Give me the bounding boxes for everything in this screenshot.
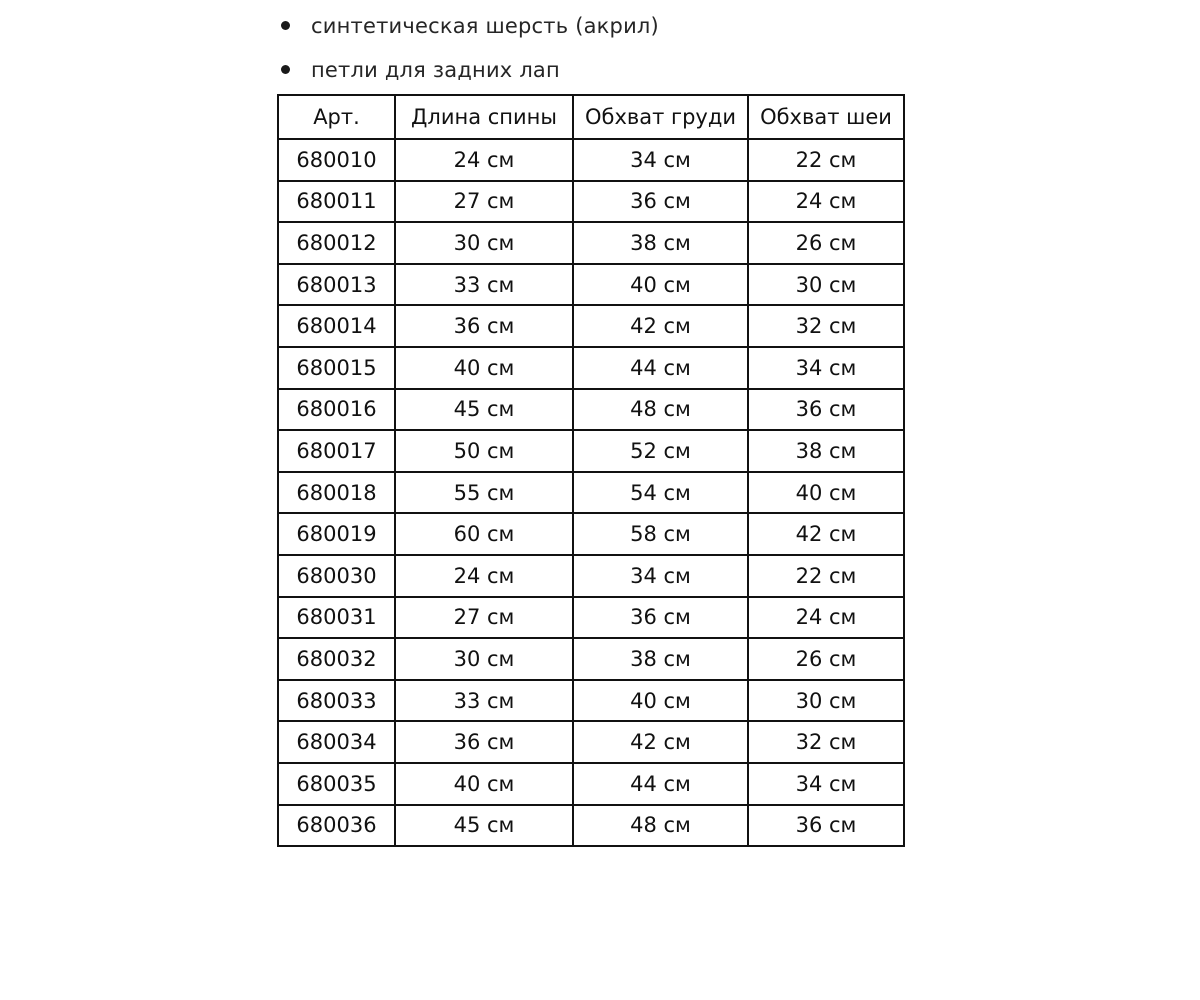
cell-chest-girth: 38 см [573,222,748,264]
cell-chest-girth: 48 см [573,805,748,847]
cell-back-length: 55 см [395,472,573,514]
cell-back-length: 36 см [395,721,573,763]
cell-article: 680034 [278,721,395,763]
cell-article: 680013 [278,264,395,306]
feature-item [278,6,659,50]
cell-chest-girth: 36 см [573,181,748,223]
cell-back-length: 45 см [395,389,573,431]
cell-neck-girth: 22 см [748,555,904,597]
cell-back-length: 27 см [395,597,573,639]
table-row [278,680,904,722]
cell-chest-girth: 44 см [573,763,748,805]
cell-back-length: 60 см [395,513,573,555]
cell-back-length: 24 см [395,139,573,181]
feature-list [278,6,659,94]
table-row [278,805,904,847]
cell-back-length: 24 см [395,555,573,597]
cell-chest-girth: 36 см [573,597,748,639]
cell-article: 680032 [278,638,395,680]
cell-neck-girth: 24 см [748,597,904,639]
cell-back-length: 27 см [395,181,573,223]
cell-article: 680015 [278,347,395,389]
cell-neck-girth: 36 см [748,389,904,431]
table-row [278,597,904,639]
cell-back-length: 36 см [395,305,573,347]
table-row [278,389,904,431]
cell-chest-girth: 42 см [573,721,748,763]
header-neck-girth: Обхват шеи [748,95,904,139]
cell-article: 680035 [278,763,395,805]
cell-back-length: 40 см [395,763,573,805]
feature-item [278,50,659,94]
header-back-length: Длина спины [395,95,573,139]
header-article: Арт. [278,95,395,139]
cell-article: 680033 [278,680,395,722]
cell-neck-girth: 36 см [748,805,904,847]
table-row [278,638,904,680]
cell-article: 680012 [278,222,395,264]
cell-back-length: 33 см [395,680,573,722]
cell-neck-girth: 30 см [748,264,904,306]
cell-neck-girth: 24 см [748,181,904,223]
cell-neck-girth: 34 см [748,763,904,805]
table-row [278,430,904,472]
cell-back-length: 30 см [395,638,573,680]
table-row [278,347,904,389]
bullet-icon [281,65,290,74]
table-row [278,264,904,306]
cell-chest-girth: 48 см [573,389,748,431]
table-row [278,139,904,181]
cell-chest-girth: 34 см [573,555,748,597]
cell-article: 680017 [278,430,395,472]
cell-neck-girth: 38 см [748,430,904,472]
cell-article: 680011 [278,181,395,223]
cell-chest-girth: 40 см [573,680,748,722]
feature-text: синтетическая шерсть (акрил) [311,14,659,38]
cell-back-length: 30 см [395,222,573,264]
table-row [278,305,904,347]
table-row [278,222,904,264]
cell-chest-girth: 40 см [573,264,748,306]
bullet-icon [281,21,290,30]
cell-chest-girth: 38 см [573,638,748,680]
cell-article: 680019 [278,513,395,555]
table-row [278,513,904,555]
cell-article: 680030 [278,555,395,597]
cell-article: 680016 [278,389,395,431]
cell-article: 680014 [278,305,395,347]
cell-chest-girth: 42 см [573,305,748,347]
cell-neck-girth: 30 см [748,680,904,722]
cell-neck-girth: 22 см [748,139,904,181]
cell-chest-girth: 52 см [573,430,748,472]
cell-neck-girth: 26 см [748,222,904,264]
table-row [278,555,904,597]
cell-back-length: 33 см [395,264,573,306]
table-row [278,181,904,223]
table-body [278,139,904,846]
table-row [278,721,904,763]
size-table [277,94,905,847]
cell-neck-girth: 32 см [748,305,904,347]
cell-article: 680010 [278,139,395,181]
cell-article: 680036 [278,805,395,847]
cell-back-length: 50 см [395,430,573,472]
table-row [278,763,904,805]
cell-chest-girth: 34 см [573,139,748,181]
cell-back-length: 40 см [395,347,573,389]
cell-neck-girth: 34 см [748,347,904,389]
cell-chest-girth: 44 см [573,347,748,389]
cell-article: 680018 [278,472,395,514]
cell-neck-girth: 40 см [748,472,904,514]
cell-chest-girth: 54 см [573,472,748,514]
cell-article: 680031 [278,597,395,639]
cell-neck-girth: 32 см [748,721,904,763]
table-header-row [278,95,904,139]
table-row [278,472,904,514]
cell-back-length: 45 см [395,805,573,847]
cell-chest-girth: 58 см [573,513,748,555]
cell-neck-girth: 26 см [748,638,904,680]
cell-neck-girth: 42 см [748,513,904,555]
feature-text: петли для задних лап [311,58,560,82]
header-chest-girth: Обхват груди [573,95,748,139]
